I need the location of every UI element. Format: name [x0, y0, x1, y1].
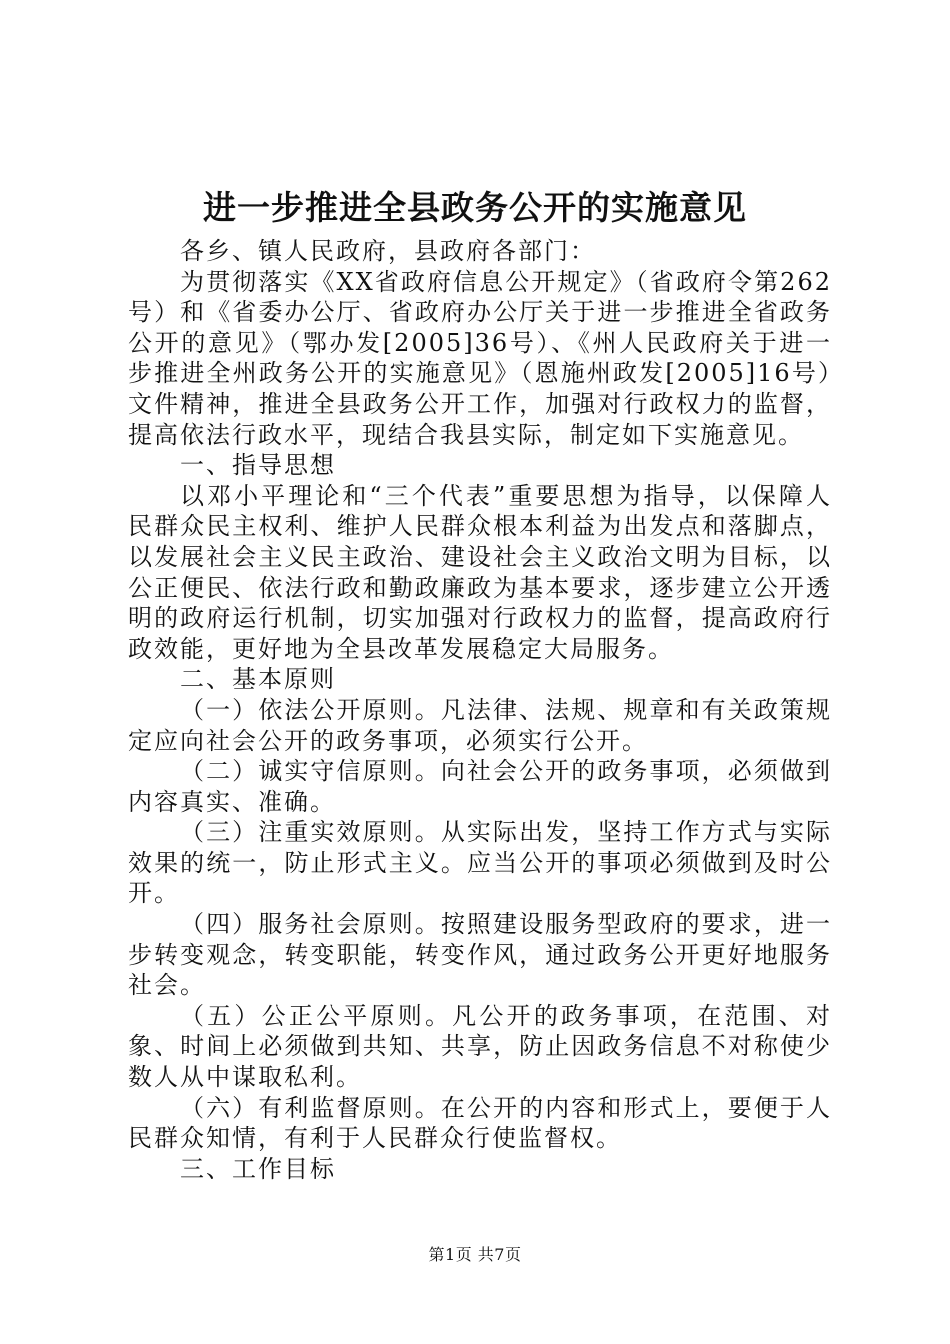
page-number: 第1页 共7页 [428, 1245, 522, 1264]
paragraph-principle-4: （四）服务社会原则。按照建设服务型政府的要求，进一步转变观念，转变职能，转变作风，通过政务公开更好地服务社会。 [128, 910, 832, 1000]
document-body [128, 236, 832, 1184]
salutation: 各乡、镇人民政府，县政府各部门： [180, 237, 596, 265]
paragraph-principle-1: （一）依法公开原则。凡法律、法规、规章和有关政策规定应向社会公开的政务事项，必须实行公开。 [128, 695, 832, 755]
heading-basic-principles: 二、基本原则 [180, 665, 336, 694]
heading-work-goals: 三、工作目标 [180, 1154, 336, 1183]
paragraph-principle-6: （六）有利监督原则。在公开的内容和形式上，要便于人民群众知情，有利于人民群众行使监督权。 [128, 1093, 832, 1153]
paragraph-intro: 为贯彻落实《XX省政府信息公开规定》（省政府令第262号）和《省委办公厅、省政府办公厅关于进一步推进全省政务公开的意见》（鄂办发[2005]36号）、《州人民政府关于进一步推进全州政务公开的实施意见》（恩施州政发[2005]16号）文件精神，推进全县政务公开工作，加强对行政权力的监督，提高依法行政水平，现结合我县实际，制定如下实施意见。 [128, 267, 832, 449]
paragraph-principle-2: （二）诚实守信原则。向社会公开的政务事项，必须做到内容真实、准确。 [128, 757, 832, 816]
document-title: 进一步推进全县政务公开的实施意见 [203, 188, 747, 227]
paragraph-principle-5: （五）公正公平原则。凡公开的政务事项，在范围、对象、时间上必须做到共知、共享，防止因政务信息不对称使少数人从中谋取私利。 [128, 1001, 832, 1092]
heading-guiding-ideology: 一、指导思想 [180, 451, 336, 480]
paragraph-guiding-ideology: 以邓小平理论和“三个代表”重要思想为指导，以保障人民群众民主权利、维护人民群众根本利益为出发点和落脚点，以发展社会主义民主政治、建设社会主义政治文明为目标，以公正便民、依法行政和勤政廉政为基本要求，逐步建立公开透明的政府运行机制，切实加强对行政权力的监督，提高政府行政效能，更好地为全县改革发展稳定大局服务。 [128, 481, 832, 663]
paragraph-principle-3: （三）注重实效原则。从实际出发，坚持工作方式与实际效果的统一，防止形式主义。应当公开的事项必须做到及时公开。 [128, 818, 832, 908]
